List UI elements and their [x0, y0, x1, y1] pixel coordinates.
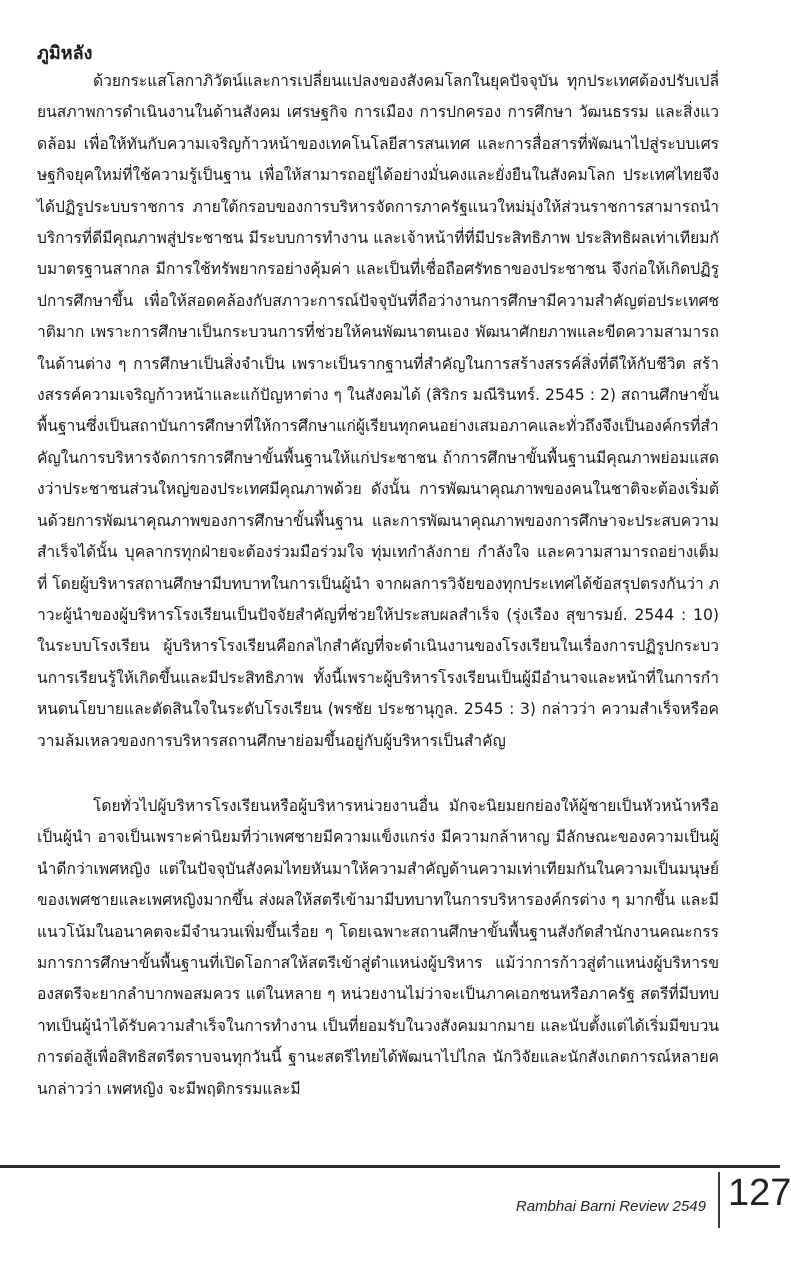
journal-name: Rambhai Barni Review 2549: [515, 1198, 706, 1215]
footer-rule: [0, 1165, 780, 1168]
paragraph-1: ด้วยกระแสโลกาภิวัตน์และการเปลี่ยนแปลงของสังคมโลกในยุคปัจจุบัน ทุกประเทศต้องปรับเปลี่ยนสภาพการดำเนินงานในด้านสังคม เศรษฐกิจ การเมือง การปกครอง การศึกษา วัฒนธรรม และสิ่งแวดล้อม เพื่อให้ทันกับความเจริญก้าวหน้าของเทคโนโลยีสารสนเทศ และการสื่อสารที่พัฒนาไปสู่ระบบเศรษฐกิจยุคใหม่ที่ใช้ความรู้เป็นฐาน เพื่อให้สามารถอยู่ได้อย่างมั่นคงและยั่งยืนในสังคมโลก ประเทศไทยจึงได้ปฏิรูประบบราชการ ภายใต้กรอบของการบริหารจัดการภาครัฐแนวใหม่มุ่งให้ส่วนราชการสามารถนำบริการที่ดีมีคุณภาพสู่ประชาชน มีระบบการทำงาน และเจ้าหน้าที่ที่มีประสิทธิภาพ ประสิทธิผลเท่าเทียมกับมาตรฐานสากล มีการใช้ทรัพยากรอย่างคุ้มค่า และเป็นที่เชื่อถือศรัทธาของประชาชน จึงก่อให้เกิดปฏิรูปการศึกษาขึ้น เพื่อให้สอดคล้องกับสภาวะการณ์ปัจจุบันที่ถือว่างานการศึกษามีความสำคัญต่อประเทศชาติมาก เพราะการศึกษาเป็นกระบวนการที่ช่วยให้คนพัฒนาตนเอง พัฒนาศักยภาพและขีดความสามารถในด้านต่าง ๆ การศึกษาเป็นสิ่งจำเป็น เพราะเป็นรากฐานที่สำคัญในการสร้างสรรค์สิ่งที่ดีให้กับชีวิต สร้างสรรค์ความเจริญก้าวหน้าและแก้ปัญหาต่าง ๆ ในสังคมได้ (สิริกร มณีรินทร์. 2545 : 2) สถานศึกษาขั้นพื้นฐานซึ่งเป็นสถาบันการศึกษาที่ให้การศึกษาแก่ผู้เรียนทุกคนอย่างเสมอภาคและทั่วถึงจึงเป็นองค์กรที่สำคัญในการบริหารจัดการการศึกษาขั้นพื้นฐานให้แก่ประชาชน ถ้าการศึกษาขั้นพื้นฐานมีคุณภาพย่อมแสดงว่าประชาชนส่วนใหญ่ของประเทศมีคุณภาพด้วย ดังนั้น การพัฒนาคุณภาพของคนในชาติจะต้องเริ่มต้นด้วยการพัฒนาคุณภาพของการศึกษาขั้นพื้นฐาน และการพัฒนาคุณภาพของการศึกษาจะประสบความสำเร็จได้นั้น บุคลากรทุกฝ่ายจะต้องร่วมมือร่วมใจ ทุ่มเทกำลังกาย กำลังใจ และความสามารถอย่างเต็มที่ โดยผู้บริหารสถานศึกษามีบทบาทในการเป็นผู้นำ จากผลการวิจัยของทุกประเทศได้ข้อสรุปตรงกันว่า ภาวะผู้นำของผู้บริหารโรงเรียนเป็นปัจจัยสำคัญที่ช่วยให้ประสบผลสำเร็จ (รุ่งเรือง สุขารมย์. 2544 : 10) ในระบบโรงเรียน ผู้บริหารโรงเรียนคือกลไกสำคัญที่จะดำเนินงานของโรงเรียนในเรื่องการปฏิรูปกระบวนการเรียนรู้ให้เกิดขึ้นและมีประสิทธิภาพ ทั้งนี้เพราะผู้บริหารโรงเรียนเป็นผู้มีอำนาจและหน้าที่ในการกำหนดนโยบายและตัดสินใจในระดับโรงเรียน (พรชัย ประชานุกูล. 2545 : 3) กล่าวว่า ความสำเร็จหรือความล้มเหลวของการบริหารสถานศึกษาย่อมขึ้นอยู่กับผู้บริหารเป็นสำคัญ: [37, 72, 719, 750]
section-heading: ภูมิหลัง: [37, 43, 93, 64]
footer-divider: [718, 1172, 720, 1228]
paragraph-2: โดยทั่วไปผู้บริหารโรงเรียนหรือผู้บริหารหน่วยงานอื่น มักจะนิยมยกย่องให้ผู้ชายเป็นหัวหน้าหรือเป็นผู้นำ อาจเป็นเพราะค่านิยมที่ว่าเพศชายมีความแข็งแกร่ง มีความกล้าหาญ มีลักษณะของความเป็นผู้นำดีกว่าเพศหญิง แต่ในปัจจุบันสังคมไทยหันมาให้ความสำคัญด้านความเท่าเทียมกันในความเป็นมนุษย์ของเพศชายและเพศหญิงมากขึ้น ส่งผลให้สตรีเข้ามามีบทบาทในการบริหารองค์กรต่าง ๆ มากขึ้น และมีแนวโน้มในอนาคตจะมีจำนวนเพิ่มขึ้นเรื่อย ๆ โดยเฉพาะสถานศึกษาขั้นพื้นฐานสังกัดสำนักงานคณะกรรมการการศึกษาขั้นพื้นฐานที่เปิดโอกาสให้สตรีเข้าสู่ตำแหน่งผู้บริหาร แม้ว่าการก้าวสู่ตำแหน่งผู้บริหารของสตรีจะยากลำบากพอสมควร แต่ในหลาย ๆ หน่วยงานไม่ว่าจะเป็นภาคเอกชนหรือภาครัฐ สตรีที่มีบทบาทเป็นผู้นำได้รับความสำเร็จในการทำงาน เป็นที่ยอมรับในวงสังคมมากมาย และนับตั้งแต่ได้เริ่มมีขบวนการต่อสู้เพื่อสิทธิสตรีตราบจนทุกวันนี้ ฐานะสตรีไทยได้พัฒนาไปไกล นักวิจัยและนักสังเกตการณ์หลายคนกล่าวว่า เพศหญิง จะมีพฤติกรรมและมี: [37, 797, 719, 1098]
page-number: 127: [728, 1172, 791, 1214]
